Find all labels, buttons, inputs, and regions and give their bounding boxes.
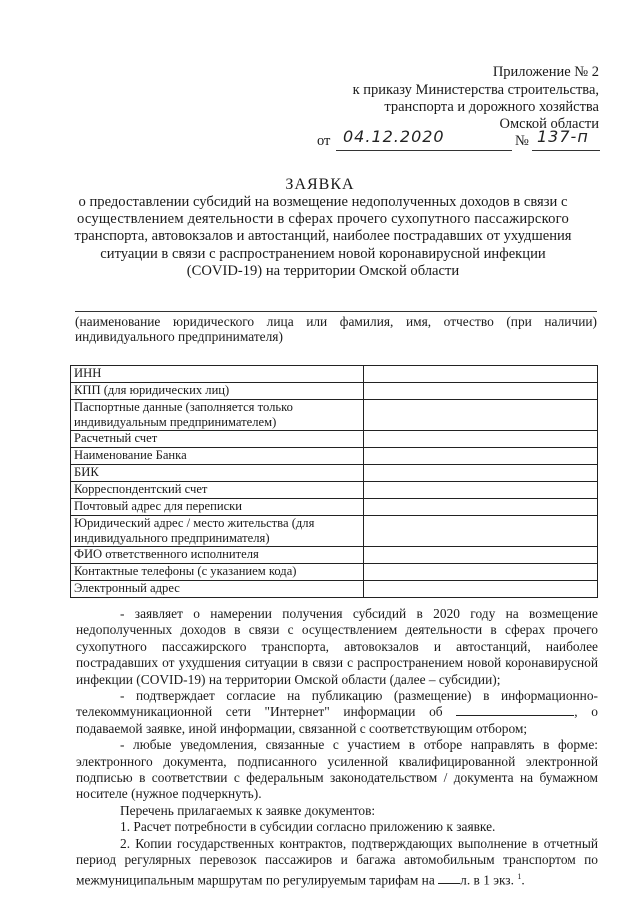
table-row	[71, 448, 598, 465]
subtitle-line: транспорта, автовокзалов и автостанций, наиболее пострадавших от ухудшения	[74, 228, 572, 245]
date-prefix: от	[317, 133, 331, 149]
subtitle-line: ситуации в связи с распространением новой коронавирусной инфекции	[100, 245, 546, 262]
row-value[interactable]	[364, 431, 598, 448]
row-value[interactable]	[364, 482, 598, 499]
document-subtitle	[50, 194, 596, 280]
row-label: Корреспондентский счет	[71, 482, 364, 499]
row-value[interactable]	[364, 400, 598, 431]
row-label: ФИО ответственного исполнителя	[71, 547, 364, 564]
statement-intent: - заявляет о намерении получения субсидий в 2020 году на возмещение недополученных доходов в связи с осуществлением деятельности в сферах прочего сухопутного пассажирского транспорта, автовокзалов и автостанций, наиболее пострадавших от ухудшения ситуации в связи с распространением новой коронавирусной инфекции (COVID-19) на территории Омской области (далее – субсидии);	[76, 606, 598, 687]
caption-line: индивидуального предпринимателя)	[75, 329, 283, 344]
consent-blank[interactable]	[456, 704, 574, 716]
row-value[interactable]	[364, 465, 598, 482]
row-value[interactable]	[364, 547, 598, 564]
table-row	[71, 547, 598, 564]
handwritten-date: 04.12.2020	[343, 127, 445, 146]
row-value[interactable]	[364, 516, 598, 547]
requisites-table	[70, 365, 598, 598]
number-prefix: №	[515, 133, 529, 149]
document-item-1: 1. Расчет потребности в субсидии согласно приложению к заявке.	[120, 819, 496, 835]
table-row	[71, 564, 598, 581]
table-row	[71, 383, 598, 400]
sheets-count-blank[interactable]	[438, 872, 460, 884]
row-label: Юридический адрес / место жительства (для индивидуального предпринимателя)	[71, 516, 364, 547]
row-label: Расчетный счет	[71, 431, 364, 448]
number-underline	[532, 150, 600, 151]
table-row	[71, 499, 598, 516]
subtitle-line: (COVID-19) на территории Омской области	[186, 262, 460, 279]
statement-consent: - подтверждает согласие на публикацию (размещение) в информационно-телекоммуникационной сети "Интернет" информации об , о подаваемой заявке, иной информации, связанной с соответствующим отбором;	[76, 688, 598, 736]
table-row	[71, 431, 598, 448]
statement-notifications: - любые уведомления, связанные с участием в отборе направлять в форме: электронного документа, подписанного усиленной квалифицированной электронной подписью в соответствии с федеральным законодательством / документа на бумажном носителе (нужное подчеркнуть).	[76, 737, 598, 802]
table-row	[71, 482, 598, 499]
row-value[interactable]	[364, 564, 598, 581]
date-underline	[336, 150, 512, 151]
annex-order-line: к приказу Министерства строительства,	[352, 82, 599, 98]
row-label: Паспортные данные (заполняется только индивидуальным предпринимателем)	[71, 400, 364, 431]
row-value[interactable]	[364, 499, 598, 516]
annex-region-line: Омской области	[499, 116, 599, 132]
row-label: Контактные телефоны (с указанием кода)	[71, 564, 364, 581]
annex-ministry-line: транспорта и дорожного хозяйства	[384, 99, 599, 115]
row-value[interactable]	[364, 383, 598, 400]
application-body	[76, 606, 598, 888]
row-label: Почтовый адрес для переписки	[71, 499, 364, 516]
row-label: БИК	[71, 465, 364, 482]
subtitle-line: осуществлением деятельности в сферах прочего сухопутного пассажирского	[77, 211, 569, 228]
applicant-name-caption	[75, 314, 597, 344]
handwritten-number: 137-п	[537, 127, 589, 146]
table-row	[71, 400, 598, 431]
table-row	[71, 366, 598, 383]
footnote-ref: 1	[517, 871, 522, 881]
table-row	[71, 581, 598, 598]
document-title: ЗАЯВКА	[285, 176, 355, 193]
document-item-2: 2. Копии государственных контрактов, подтверждающих выполнение в отчетный период регулярных перевозок пассажиров и багажа автомобильным транспортом по межмуниципальным маршрутам по регулируемым тарифам на л. в 1 экз. $^1$.	[76, 835, 598, 887]
row-value[interactable]	[364, 581, 598, 598]
subtitle-line: о предоставлении субсидий на возмещение недополученных доходов в связи с	[78, 194, 568, 210]
applicant-name-line[interactable]	[75, 311, 597, 312]
row-label: Наименование Банка	[71, 448, 364, 465]
row-label: ИНН	[71, 366, 364, 383]
caption-line: (наименование юридического лица или фамилия, имя, отчество (при наличии)	[75, 314, 597, 329]
documents-list-title: Перечень прилагаемых к заявке документов:	[120, 802, 376, 818]
table-row	[71, 516, 598, 547]
annex-number: Приложение № 2	[492, 64, 599, 80]
row-label: КПП (для юридических лиц)	[71, 383, 364, 400]
row-label: Электронный адрес	[71, 581, 364, 598]
row-value[interactable]	[364, 366, 598, 383]
row-value[interactable]	[364, 448, 598, 465]
table-row	[71, 465, 598, 482]
